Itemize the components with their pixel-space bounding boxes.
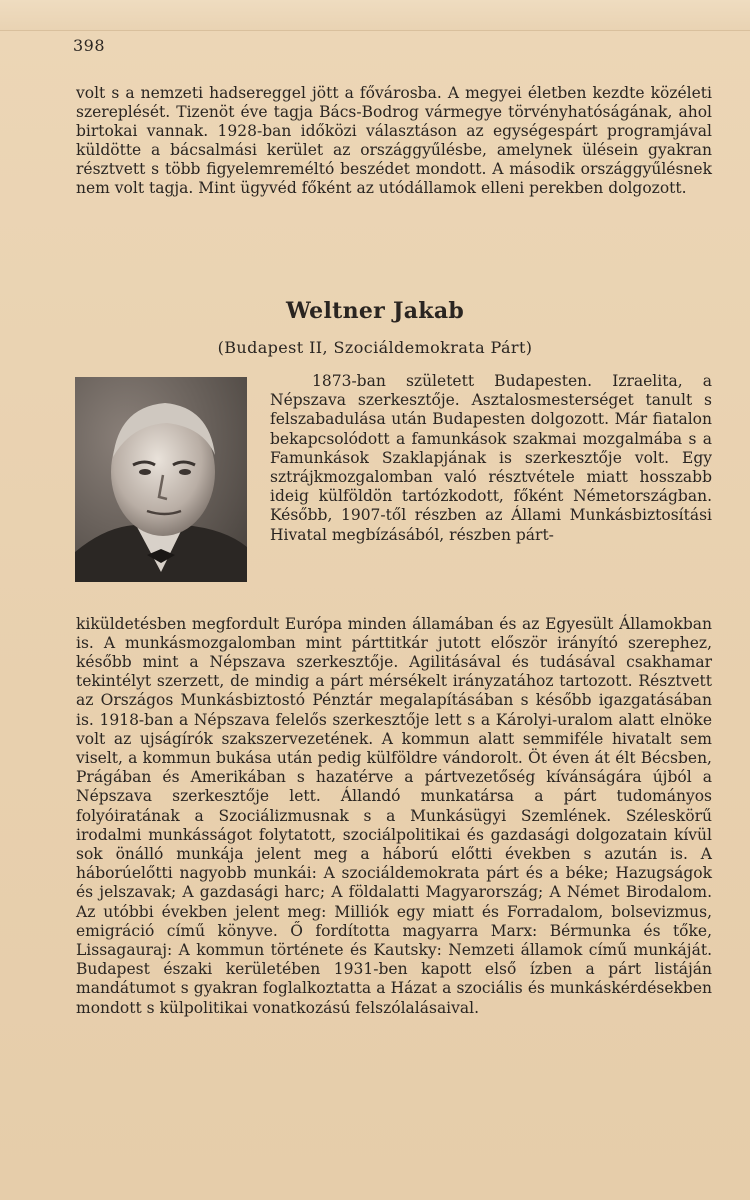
biography-side-column bbox=[270, 372, 712, 545]
biography-side-text: 1873-ban született Budapesten. Izraelita, a Népszava szerkesztője. Asztalosmesterséget tanult s felszabadulása után Budapesten dolgozott. Már fiatalon bekapcsolódott a famunkások szakmai mozgalmába s a Famunkások Szaklapjának is szerkesztője volt. Egy sztrájkmozgalomban való résztvétele miatt hosszabb ideig külföldön tartózkodott, főként Németországban. Később, 1907-től részben az Állami Munkásbiztosítási Hivatal megbízásából, részben párt- bbox=[270, 372, 712, 544]
biography-main-text bbox=[76, 599, 712, 1033]
entry-name: Weltner Jakab bbox=[285, 298, 465, 324]
intro-paragraph bbox=[76, 84, 712, 198]
page-top-edge bbox=[0, 0, 750, 31]
portrait-photo bbox=[75, 377, 247, 582]
portrait-image bbox=[75, 377, 247, 582]
intro-text: volt s a nemzeti hadsereggel jött a fővárosba. A megyei életben kezdte közéleti szereplését. Tizenöt éve tagja Bács-Bodrog vármegye törvényhatóságának, ahol birtokai vannak. 1928-ban időközi választáson az egységespárt programjával küldötte a bácsalmási kerület az országgyűlésbe, amelynek ülésein gyakran résztvett s több figyelemreméltó beszédet mondott. A második országgyűlésnek nem volt tagja. Mint ügyvéd főként az utódállamok elleni perekben dolgozott. bbox=[76, 84, 712, 197]
page-number: 398 bbox=[73, 36, 106, 55]
biography-main-paragraph: kiküldetésben megfordult Európa minden államában és az Egyesült Államokban is. A munkásmozgalomban mint párttitkár jutott először irányító szerephez, később mint a Népszava szerkesztője. Agilitásával és tudásával csakhamar tekintélyt szerzett, de mindig a párt mérsékelt irányzatához tartozott. Résztvett az Országos Munkásbiztostó Pénztár megalapításában s később igazgatásában is. 1918-ban a Népszava felelős szerkesztője lett s a Károlyi-uralom alatt elnöke volt az ujságírók szakszervezetének. A kommun alatt semmiféle hivatalt sem viselt, a kommun bukása után pedig külföldre vándorolt. Öt éven át élt Bécsben, Prágában és Amerikában s hazatérve a pártvezetőség kívánságára újból a Népszava szerkesztője lett. Állandó munkatársa a párt tudományos folyóiratának a Szociálizmusnak s a Munkásügyi Szemlének. Széleskörű irodalmi munkásságot folytatott, szociálpolitikai és gazdasági dolgozatain kívül sok önálló munkája jelent meg a háború előtti években s azután is. A háborúelőtti nagyobb munkái: A szociáldemokrata párt és a béke; Hazugságok és jelszavak; A gazdasági harc; A földalatti Magyarország; A Német Birodalom. Az utóbbi években jelent meg: Milliók egy miatt és Forradalom, bolsevizmus, emigráció című könyve. Ő fordította magyarra Marx: Bérmunka és tőke, Lissagauraj: A kommun története és Kautsky: Nemzeti államok című munkáját. Budapest északi kerületében 1931-ben kapott első ízben a párt listáján mandátumot s gyakran foglalkoztatta a Házat a szociális és munkáskérdésekben mondott s külpolitikai vonatkozású felszólalásaival. bbox=[76, 614, 712, 1017]
entry-affiliation: (Budapest II, Szociáldemokrata Párt) bbox=[217, 338, 533, 357]
